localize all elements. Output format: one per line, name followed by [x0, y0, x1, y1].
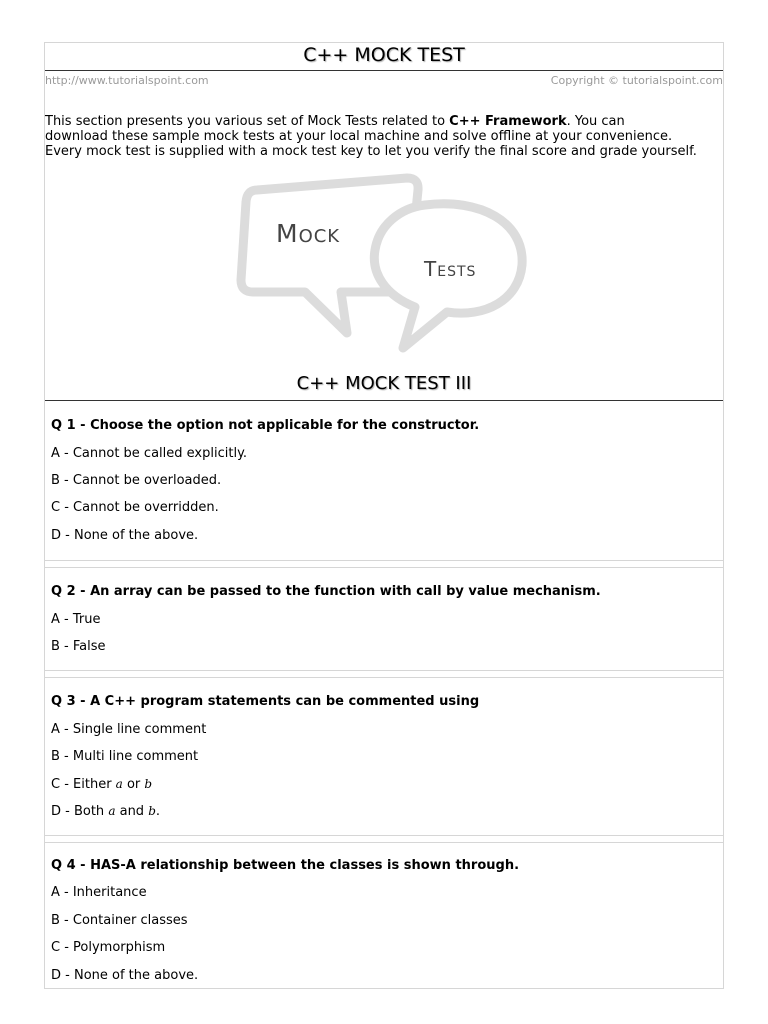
- answer-option[interactable]: D - None of the above.: [51, 968, 199, 983]
- option-var-b: b: [148, 804, 156, 818]
- answer-option[interactable]: D - None of the above.: [51, 528, 199, 543]
- answer-option[interactable]: B - Multi line comment: [51, 749, 199, 764]
- title-divider: [45, 70, 723, 71]
- option-suffix: .: [155, 804, 161, 819]
- intro-line1-text: This section presents you various set of Mock Tests related to: [45, 114, 450, 129]
- copyright-notice: Copyright © tutorialspoint.com: [550, 74, 723, 87]
- answer-option[interactable]: A - True: [51, 612, 101, 627]
- intro-line1-end: . You can: [566, 114, 625, 129]
- logo-word-tests: Tests: [424, 257, 477, 281]
- option-var-a: a: [108, 804, 116, 818]
- answer-option[interactable]: [51, 803, 160, 820]
- logo-word-mock: Mock: [276, 219, 341, 248]
- intro-bold-term: C++ Framework: [449, 114, 567, 129]
- site-url[interactable]: http://www.tutorialspoint.com: [45, 74, 209, 87]
- mock-tests-logo: [235, 170, 535, 370]
- question-block-1: [45, 401, 723, 561]
- option-prefix: D - Both: [51, 804, 109, 819]
- option-prefix: C - Either: [51, 777, 116, 792]
- intro-line2: download these sample mock tests at your local machine and solve offline at your convenience.: [45, 129, 673, 144]
- question-block-3: [45, 677, 723, 836]
- answer-option[interactable]: A - Cannot be called explicitly.: [51, 446, 248, 461]
- question-text: Q 3 - A C++ program statements can be commented using: [51, 694, 480, 709]
- answer-option[interactable]: B - Cannot be overloaded.: [51, 473, 222, 488]
- option-mid: or: [122, 777, 145, 792]
- intro-paragraph: [45, 114, 727, 159]
- option-var-a: a: [115, 777, 123, 791]
- answer-option[interactable]: A - Single line comment: [51, 722, 207, 737]
- question-block-4: [45, 842, 723, 989]
- question-text: Q 1 - Choose the option not applicable for the constructor.: [51, 418, 480, 433]
- answer-option[interactable]: B - False: [51, 639, 106, 654]
- answer-option[interactable]: C - Cannot be overridden.: [51, 500, 219, 515]
- section-title: C++ MOCK TEST III: [296, 373, 472, 394]
- intro-line3: Every mock test is supplied with a mock test key to let you verify the final score and grade yourself.: [45, 144, 697, 159]
- question-text: Q 4 - HAS-A relationship between the classes is shown through.: [51, 858, 520, 873]
- answer-option[interactable]: [51, 776, 152, 793]
- option-mid: and: [115, 804, 149, 819]
- answer-option[interactable]: C - Polymorphism: [51, 940, 166, 955]
- answer-option[interactable]: A - Inheritance: [51, 885, 147, 900]
- option-var-b: b: [144, 777, 153, 791]
- answer-option[interactable]: B - Container classes: [51, 913, 188, 928]
- question-block-2: [45, 567, 723, 671]
- page: [44, 42, 724, 989]
- page-title: C++ MOCK TEST: [303, 44, 465, 66]
- question-text: Q 2 - An array can be passed to the function with call by value mechanism.: [51, 584, 601, 599]
